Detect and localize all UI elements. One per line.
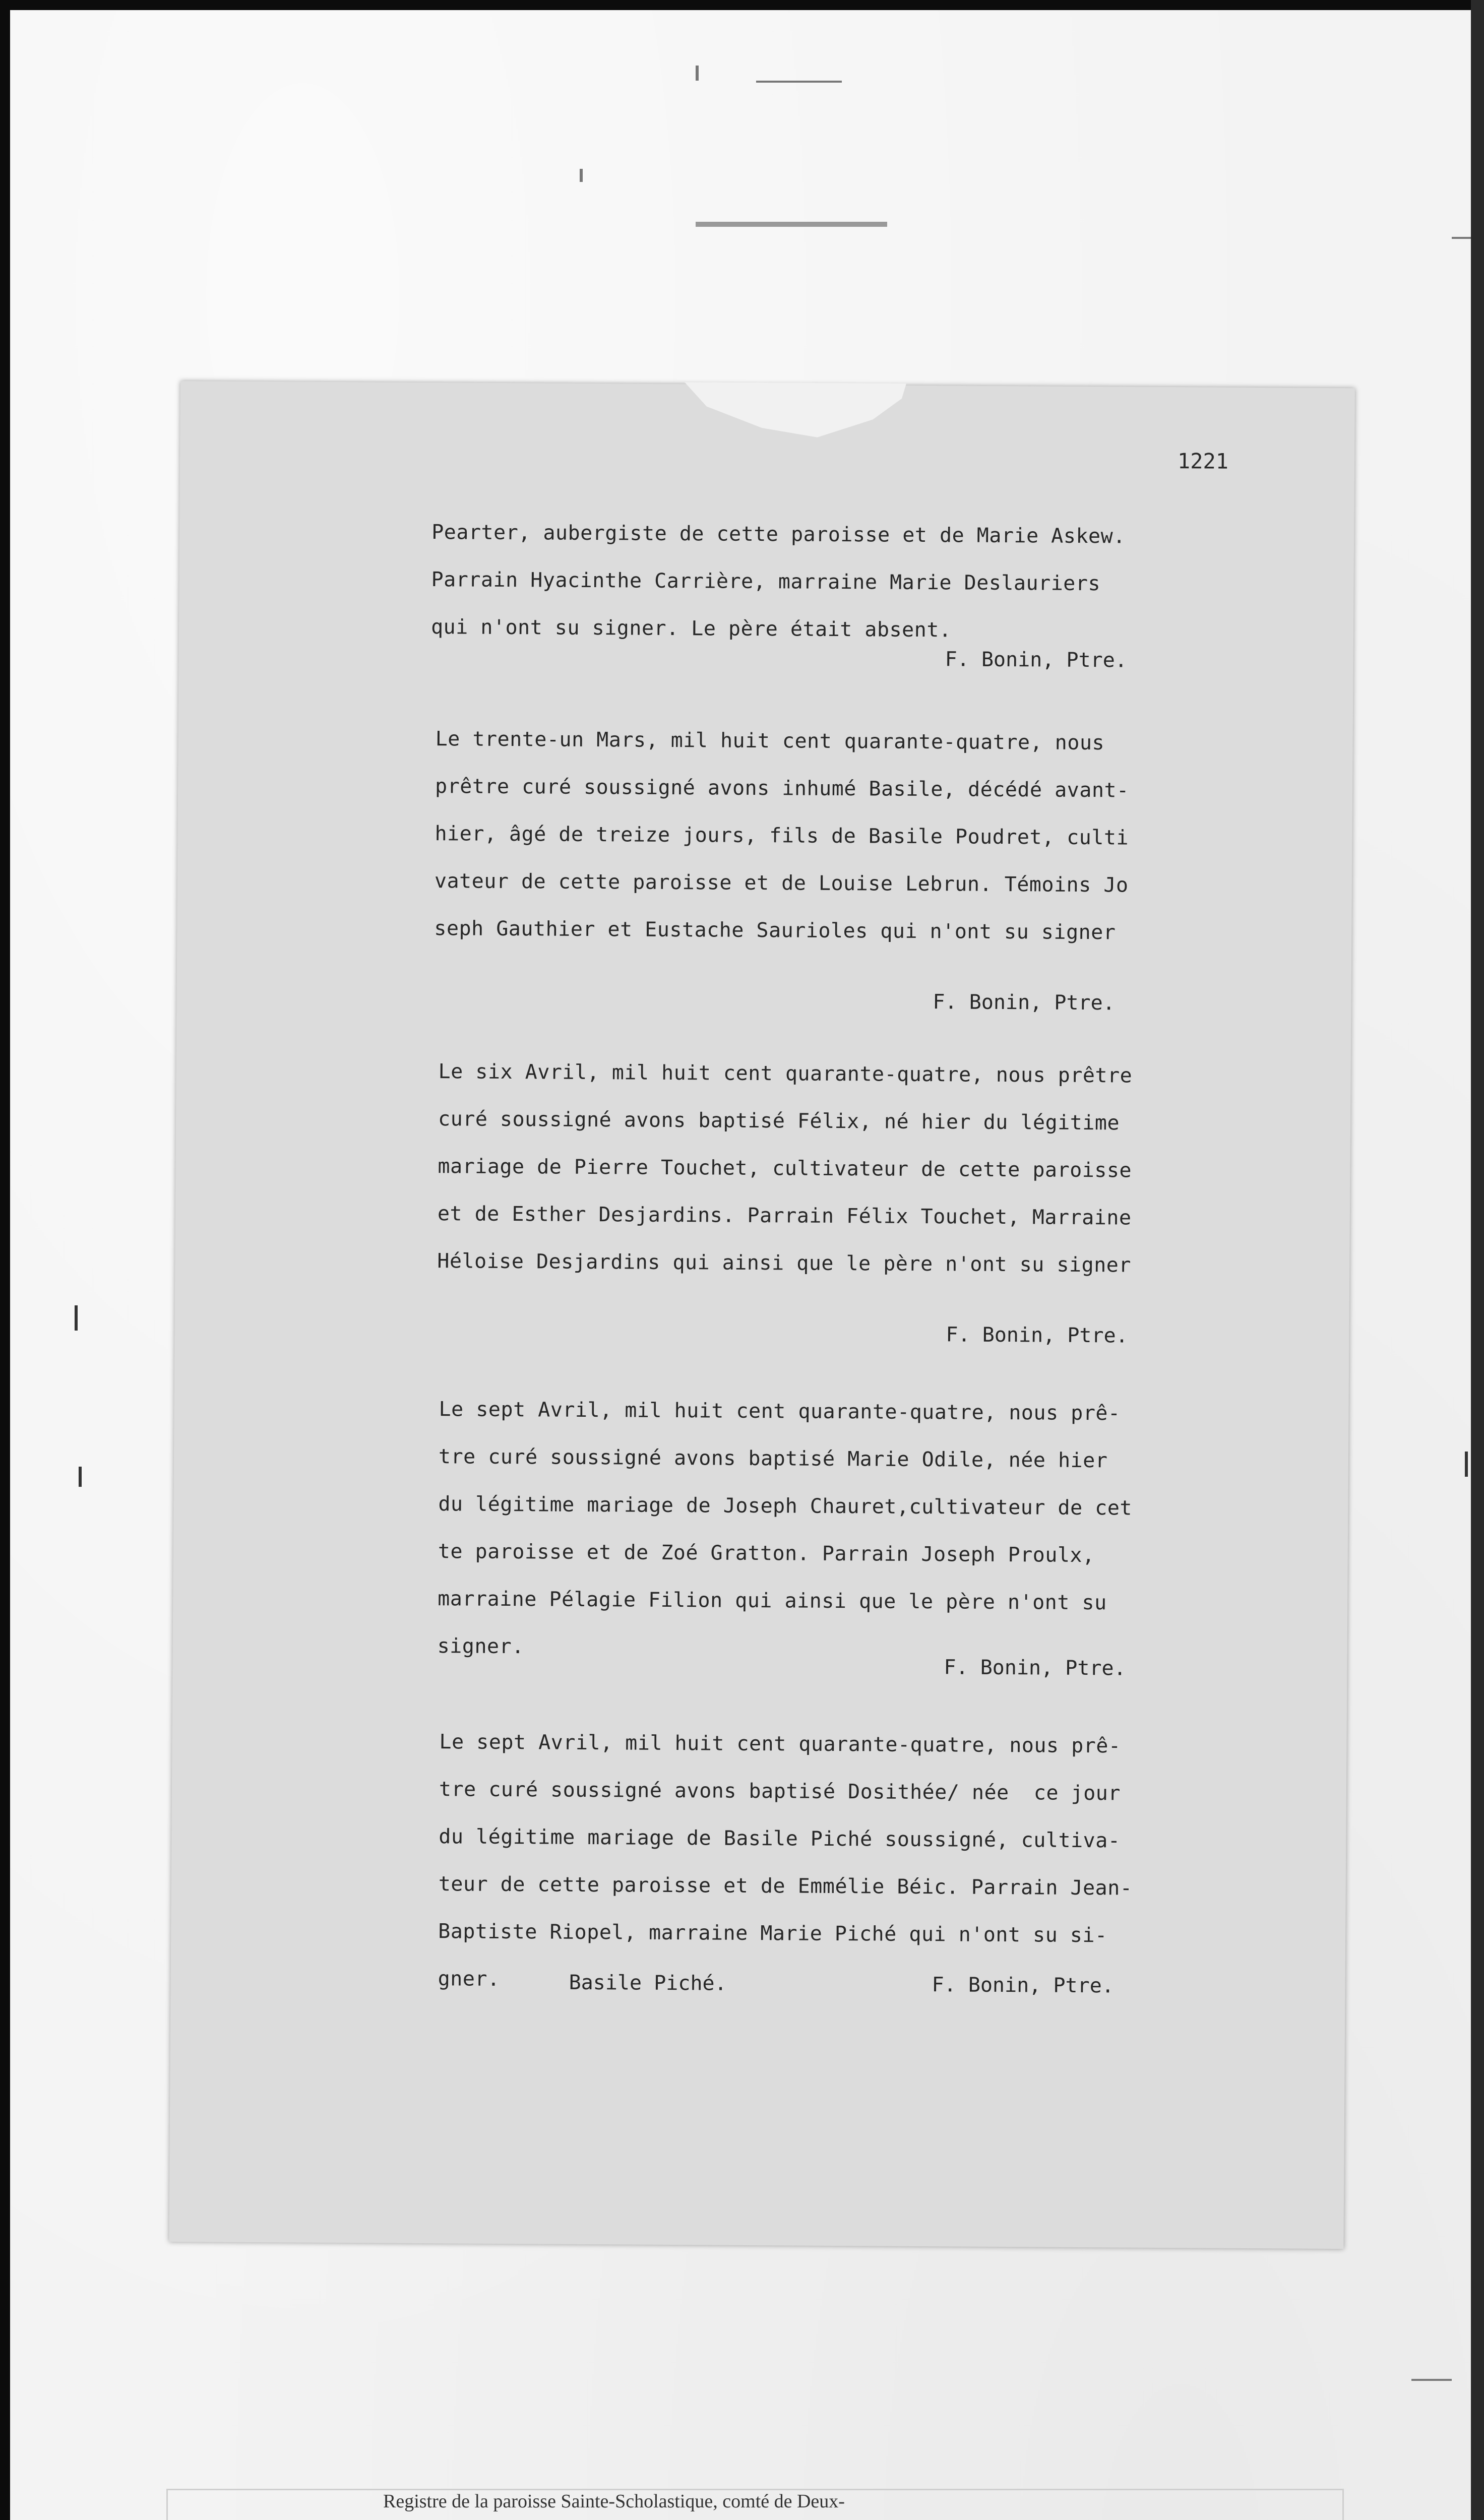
entry-line: et de Esther Desjardins. Parrain Félix Touchet, Marraine bbox=[437, 1202, 1132, 1230]
cosigner-signature: Basile Piché. bbox=[569, 1971, 727, 1995]
entry-line: mariage de Pierre Touchet, cultivateur de cette paroisse bbox=[438, 1155, 1132, 1182]
entry-line: tre curé soussigné avons baptisé Marie Odile, née hier bbox=[438, 1445, 1108, 1473]
entry-line: prêtre curé soussigné avons inhumé Basile, décédé avant- bbox=[435, 775, 1129, 802]
entry-line: Le sept Avril, mil huit cent quarante-quatre, nous prê- bbox=[439, 1398, 1121, 1425]
entry-line: Le sept Avril, mil huit cent quarante-quatre, nous prê- bbox=[439, 1730, 1121, 1758]
entry-line: Baptiste Riopel, marraine Marie Piché qui n'ont su si- bbox=[438, 1920, 1107, 1947]
entry-line: Le trente-un Mars, mil huit cent quarante-quatre, nous bbox=[435, 727, 1105, 755]
page-number: 1221 bbox=[1177, 449, 1229, 474]
entry-line: du légitime mariage de Joseph Chauret,cultivateur de cet bbox=[438, 1492, 1133, 1520]
film-edge bbox=[1471, 0, 1484, 2520]
scratch-mark bbox=[756, 81, 842, 83]
entry-line: du légitime mariage de Basile Piché soussigné, cultiva- bbox=[439, 1825, 1121, 1853]
scratch-mark bbox=[696, 222, 887, 227]
scratch-mark bbox=[75, 1305, 78, 1331]
entry-line: Pearter, aubergiste de cette paroisse et de Marie Askew. bbox=[431, 521, 1126, 548]
scratch-mark bbox=[79, 1467, 82, 1487]
priest-signature: F. Bonin, Ptre. bbox=[944, 1656, 1126, 1680]
entry-line: gner. bbox=[438, 1967, 500, 1991]
entry-line: Le six Avril, mil huit cent quarante-quatre, nous prêtre bbox=[438, 1060, 1133, 1088]
entry-line: marraine Pélagie Filion qui ainsi que le père n'ont su bbox=[438, 1587, 1107, 1615]
priest-signature: F. Bonin, Ptre. bbox=[932, 1973, 1114, 1998]
entry-line: teur de cette paroisse et de Emmélie Béic. Parrain Jean- bbox=[438, 1872, 1133, 1900]
entry-line: signer. bbox=[437, 1634, 524, 1659]
register-entry bbox=[438, 1718, 1296, 2007]
entry-line: Héloise Desjardins qui ainsi que le père n'ont su signer bbox=[437, 1249, 1132, 1277]
register-entry bbox=[434, 715, 1292, 957]
torn-corner bbox=[684, 382, 906, 444]
archives-stamp bbox=[166, 2489, 1344, 2520]
scratch-mark bbox=[696, 66, 699, 81]
priest-signature: F. Bonin, Ptre. bbox=[933, 990, 1115, 1015]
priest-signature: F. Bonin, Ptre. bbox=[945, 648, 1128, 672]
register-page bbox=[169, 381, 1355, 2249]
priest-signature: F. Bonin, Ptre. bbox=[946, 1323, 1128, 1348]
entry-line: curé soussigné avons baptisé Félix, né hier du légitime bbox=[438, 1107, 1120, 1135]
entry-line: Parrain Hyacinthe Carrière, marraine Marie Deslauriers bbox=[431, 568, 1101, 596]
register-entry bbox=[437, 1385, 1295, 1675]
register-entry bbox=[431, 509, 1289, 656]
entry-line: hier, âgé de treize jours, fils de Basile Poudret, culti bbox=[435, 822, 1129, 850]
scratch-mark bbox=[1411, 2379, 1452, 2381]
caption-line: Registre de la paroisse Sainte-Scholastique, comté de Deux- bbox=[383, 2491, 845, 2512]
entry-line: seph Gauthier et Eustache Saurioles qui n'ont su signer bbox=[434, 917, 1116, 944]
scratch-mark bbox=[1465, 1452, 1468, 1477]
scratch-mark bbox=[580, 169, 583, 182]
entry-line: tre curé soussigné avons baptisé Dosithée/ née ce jour bbox=[439, 1778, 1121, 1805]
entry-line: qui n'ont su signer. Le père était absent. bbox=[430, 615, 952, 642]
register-entry bbox=[437, 1048, 1295, 1290]
entry-line: te paroisse et de Zoé Gratton. Parrain Joseph Proulx, bbox=[438, 1540, 1095, 1567]
entry-line: vateur de cette paroisse et de Louise Lebrun. Témoins Jo bbox=[434, 869, 1129, 897]
